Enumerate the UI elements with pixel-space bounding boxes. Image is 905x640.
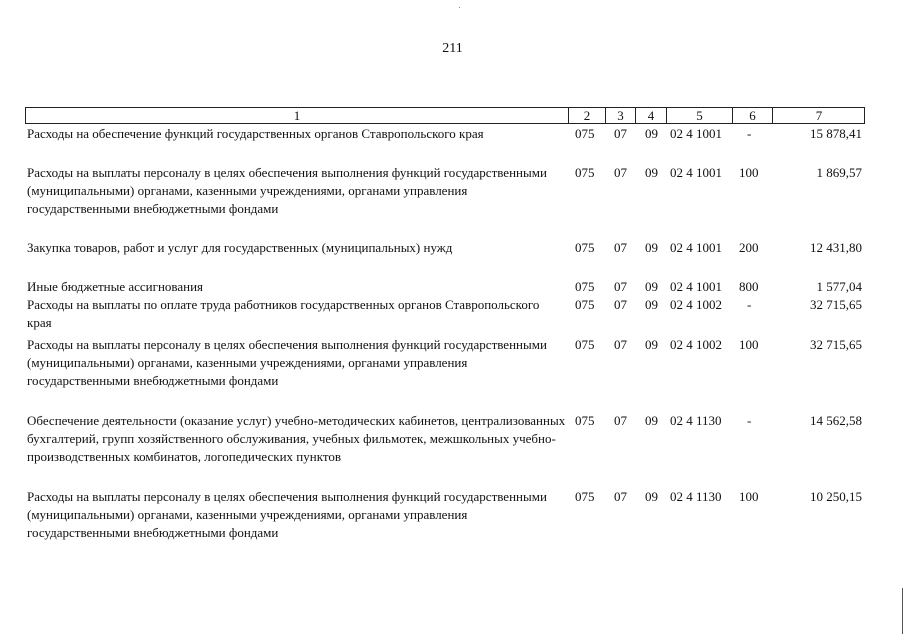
column-header-7: 7: [772, 108, 865, 123]
row-target-code: 02 4 1130: [670, 413, 722, 428]
column-header-2: 2: [568, 108, 605, 123]
row-expense-type: 100: [739, 337, 759, 352]
row-section-code: 07: [614, 413, 627, 428]
column-header-4: 4: [635, 108, 666, 123]
row-name: Расходы на выплаты персоналу в целях обеспечения выполнения функций государственными (муниципальными) органами, казенными учреждениями, органами управления государственными внебюджетными фондами: [27, 489, 547, 541]
row-amount: 15 878,41: [810, 126, 862, 141]
row-name: Расходы на выплаты персоналу в целях обеспечения выполнения функций государственными (муниципальными) органами, казенными учреждениями, органами управления государственными внебюджетными фондами: [27, 337, 547, 389]
row-subsection-code: 09: [645, 240, 658, 255]
scan-speck: [459, 7, 460, 8]
table-header: [25, 107, 865, 124]
row-section-code: 07: [614, 489, 627, 504]
row-subsection-code: 09: [645, 126, 658, 141]
row-subsection-code: 09: [645, 297, 658, 312]
row-name: Обеспечение деятельности (оказание услуг) учебно-методических кабинетов, централизованных бухгалтерий, групп хозяйственного обслуживания, учебных фильмотек, межшкольных учебно-производственных комбинатов, логопедических пунктов: [27, 413, 566, 465]
row-target-code: 02 4 1002: [670, 297, 722, 312]
column-header-1: 1: [293, 108, 301, 123]
row-expense-type: 200: [739, 240, 759, 255]
column-header-3: 3: [605, 108, 635, 123]
row-ministry-code: 075: [575, 126, 595, 141]
row-name: Расходы на выплаты персоналу в целях обеспечения выполнения функций государственными (муниципальными) органами, казенными учреждениями, органами управления государственными внебюджетными фондами: [27, 165, 547, 217]
column-header-6: 6: [732, 108, 772, 123]
row-section-code: 07: [614, 165, 627, 180]
row-ministry-code: 075: [575, 413, 595, 428]
row-expense-type: -: [747, 297, 752, 312]
row-ministry-code: 075: [575, 279, 595, 294]
row-expense-type: -: [747, 413, 752, 428]
row-expense-type: -: [747, 126, 752, 141]
row-amount: 12 431,80: [810, 240, 862, 255]
row-expense-type: 100: [739, 165, 759, 180]
row-amount: 10 250,15: [810, 489, 862, 504]
row-expense-type: 100: [739, 489, 759, 504]
row-amount: 32 715,65: [810, 297, 862, 312]
row-subsection-code: 09: [645, 165, 658, 180]
row-name: Расходы на обеспечение функций государственных органов Ставропольского края: [27, 126, 484, 141]
row-amount: 1 869,57: [816, 165, 862, 180]
row-subsection-code: 09: [645, 489, 658, 504]
row-section-code: 07: [614, 279, 627, 294]
row-expense-type: 800: [739, 279, 759, 294]
row-ministry-code: 075: [575, 337, 595, 352]
row-name: Расходы на выплаты по оплате труда работников государственных органов Ставропольского края: [27, 297, 540, 331]
row-ministry-code: 075: [575, 489, 595, 504]
row-section-code: 07: [614, 337, 627, 352]
row-section-code: 07: [614, 240, 627, 255]
row-target-code: 02 4 1130: [670, 489, 722, 504]
row-amount: 32 715,65: [810, 337, 862, 352]
row-subsection-code: 09: [645, 337, 658, 352]
row-amount: 14 562,58: [810, 413, 862, 428]
row-target-code: 02 4 1001: [670, 279, 722, 294]
row-ministry-code: 075: [575, 297, 595, 312]
row-section-code: 07: [614, 126, 627, 141]
row-target-code: 02 4 1001: [670, 126, 722, 141]
row-amount: 1 577,04: [816, 279, 862, 294]
page-number: 211: [442, 41, 463, 56]
row-section-code: 07: [614, 297, 627, 312]
row-target-code: 02 4 1002: [670, 337, 722, 352]
row-subsection-code: 09: [645, 279, 658, 294]
row-ministry-code: 075: [575, 240, 595, 255]
row-name: Иные бюджетные ассигнования: [27, 279, 204, 294]
row-ministry-code: 075: [575, 165, 595, 180]
scan-edge-mark: [902, 588, 903, 634]
row-name: Закупка товаров, работ и услуг для государственных (муниципальных) нужд: [27, 240, 453, 255]
row-subsection-code: 09: [645, 413, 658, 428]
column-header-5: 5: [666, 108, 732, 123]
row-target-code: 02 4 1001: [670, 240, 722, 255]
row-target-code: 02 4 1001: [670, 165, 722, 180]
